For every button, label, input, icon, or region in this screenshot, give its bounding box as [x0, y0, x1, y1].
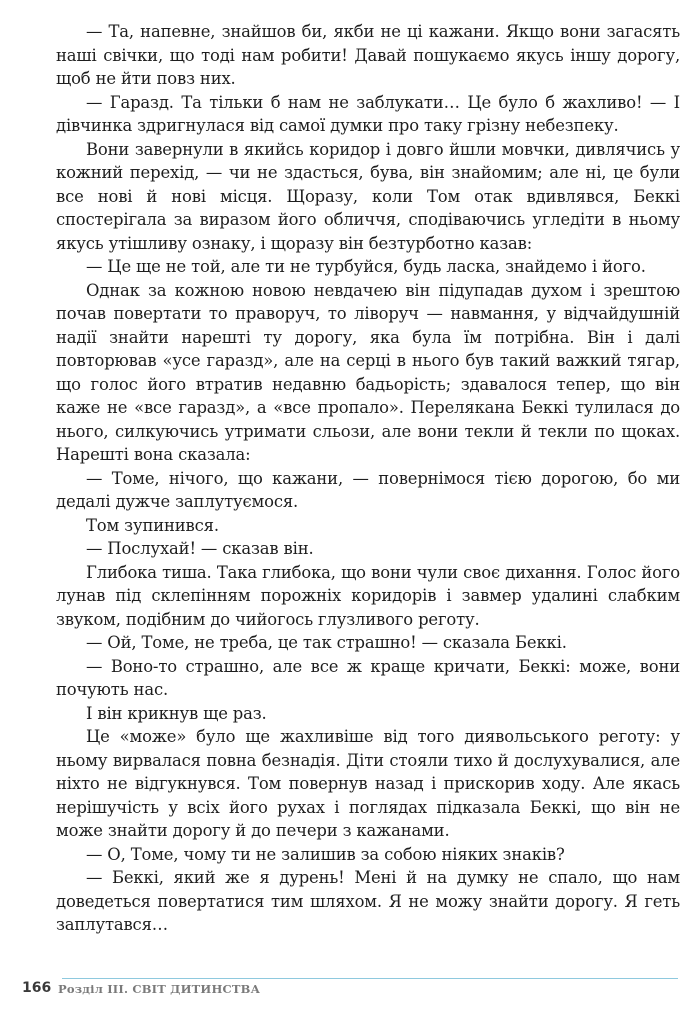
- paragraph: — Воно-то страшно, але все ж краще кричати, Беккі: може, вони почують нас.: [56, 656, 680, 699]
- paragraph: — Та, напевне, знайшов би, якби не ці кажани. Якщо вони загасять наші свічки, що тоді нам робити! Давай пошукаємо якусь іншу дорогу, щоб не йти повз них.: [56, 22, 680, 88]
- paragraph: — Гаразд. Та тільки б нам не заблукати… Це було б жахливо! — І дівчинка здригнулася від самої думки про таку грізну небезпеку.: [56, 92, 680, 135]
- paragraph: Глибока тиша. Така глибока, що вони чули своє дихання. Голос його лунав під склепінням порожніх коридорів і завмер удалині слабким звуком, подібним до чийогось глузливого реготу.: [56, 562, 680, 629]
- paragraph: — Томе, нічого, що кажани, — повернімося тією дорогою, бо ми дедалі дужче заплутуємося.: [56, 468, 680, 511]
- page-footer: [22, 978, 678, 1002]
- paragraph: — Це ще не той, але ти не турбуйся, будь ласка, знайдемо і його.: [86, 257, 646, 276]
- paragraph: — Беккі, який же я дурень! Мені й на думку не спало, що нам доведеться повертатися тим шляхом. Я не можу знайти дорогу. Я геть заплутався…: [56, 868, 680, 934]
- paragraph: — Ой, Томе, не треба, це так страшно! — сказала Беккі.: [86, 633, 567, 652]
- paragraph: І він крикнув ще раз.: [86, 703, 267, 723]
- section-title: Розділ ІІІ. СВІТ ДИТИНСТВА: [58, 982, 261, 996]
- paragraph: Том зупинився.: [86, 515, 219, 535]
- paragraph: — О, Томе, чому ти не залишив за собою ніяких знаків?: [86, 844, 565, 864]
- paragraph: — Послухай! — сказав він.: [86, 539, 314, 558]
- paragraph: Однак за кожною новою невдачею він підупадав духом і зрештою почав повертати то праворуч, то ліворуч — навмання, у відчайдушній надії знайти нарешті ту дорогу, яка була їм потрібна. Він і далі повторював «усе гаразд», але на серці в нього був такий важкий тягар, що голос його втратив недавню бадьорість; здавалося тепер, що він каже не «все гаразд», а «все пропало». Перелякана Беккі тулилася до нього, силкуючись утримати сльози, але вони текли й текли по щоках. Нарешті вона сказала:: [56, 280, 680, 464]
- page-number: 166: [22, 980, 52, 996]
- paragraph: Вони завернули в якийсь коридор і довго йшли мовчки, дивлячись у кожний перехід, — чи не здасться, бува, він знайомим; але ні, це були все нові й нові місця. Щоразу, коли Том отак вдивлявся, Беккі спостерігала за виразом його обличчя, сподіваючись угледіти в ньому якусь утішливу ознаку, і щоразу він безтурботно казав:: [56, 139, 680, 253]
- footer-divider: [62, 978, 678, 979]
- body-text: [56, 20, 680, 937]
- paragraph: Це «може» було ще жахливіше від того диявольського реготу: у ньому вирвалася повна безнадія. Діти стояли тихо й дослухувалися, але ніхто не відгукнувся. Том повернув назад і прискорив ходу. Але якась нерішучість у всіх його рухах і поглядах підказала Беккі, що він не може знайти дорогу й до печери з кажанами.: [56, 727, 680, 840]
